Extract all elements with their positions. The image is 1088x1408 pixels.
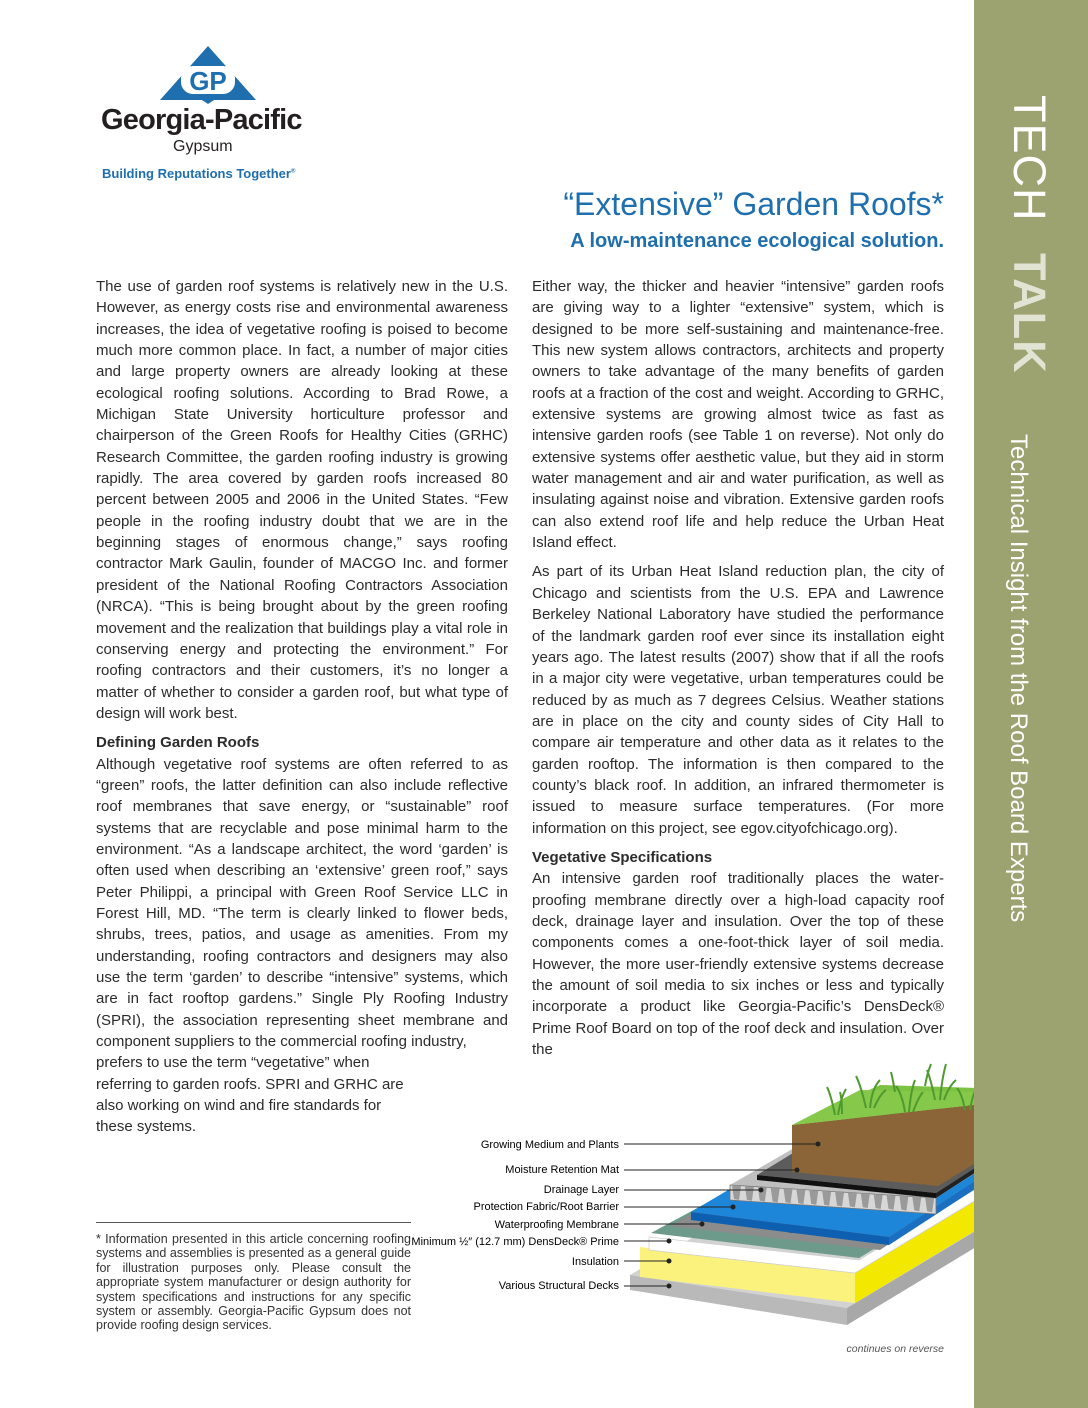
svg-text:GP: GP: [189, 66, 227, 96]
growing-medium-layer: [792, 1064, 974, 1186]
callout-densdeck: [411, 1236, 671, 1248]
vegetative-paragraph: An intensive garden roof traditionally places the water-proofing membrane directly over a high-load capacity roof deck, drainage layer and insulation. Over the top of these components comes a one-foot-thick layer of soil media. However, the more user-friendly extensive systems decrease the amount of soil media to six inches or less and typically incorporate a product like Georgia-Pacific’s DensDeck® Prime Roof Board on top of the roof deck and insulation. Over the: [532, 870, 944, 1059]
registered-mark: ®: [290, 168, 296, 175]
company-name: Georgia-Pacific: [101, 104, 302, 136]
chicago-paragraph: As part of its Urban Heat Island reduction plan, the city of Chicago and scientists from the U.S. EPA and Lawrence Berkeley National Laboratory have studied the performance of the landmark garden roof ever since its installation eight years ago. The latest results (2007) show that if all the roofs in a major city were vegetative, urban temperatures could be reduced by as much as 7 degrees Celsius. Weather stations are in place on the city and county sides of City Hall to compare air temperature and other data as it relates to the garden rooftop. The information is then compared to the county’s black roof. In addition, an infrared thermometer is issued to measure surface temperatures. (For more information on this project, see egov.cityofchicago.org).: [532, 563, 944, 837]
label-structural-decks: Various Structural Decks: [498, 1280, 619, 1292]
intro-paragraph: The use of garden roof systems is relatively new in the U.S. However, as energy costs rise and environmental awareness increases, the idea of vegetative roofing is poised to become much more common place. In fact, a number of major cities and large property owners are already looking at these ecological roofing solutions. According to Brad Rowe, a Michigan State University horticulture professor and chairperson of the Green Roofs for Healthy Cities (GRHC) Research Committee, the garden roofing industry is growing rapidly. The area covered by garden roofs increased 80 percent between 2005 and 2006 in the United States. “Few people in the roofing industry doubt that we are in the beginning stages of enormous change,” says roofing contractor Mark Gaulin, founder of MACGO Inc. and former president of the National Roofing Contractors Association (NRCA). “This is being brought about by the green roofing movement and the realization that buildings play a vital role in conserving energy and protecting the environment.” For roofing contractors and their customers, it’s no longer a matter of whether to consider a garden roof, but what type of design will work best.: [96, 278, 508, 722]
division-name: Gypsum: [173, 138, 233, 155]
page-subtitle: A low-maintenance ecological solution.: [570, 230, 944, 252]
page-title: “Extensive” Garden Roofs*: [563, 186, 944, 222]
section-heading-defining: Defining Garden Roofs: [96, 734, 260, 752]
sidebar-tech: TECH: [1004, 95, 1055, 222]
sidebar-talk: TALK: [1004, 253, 1055, 374]
footnote-divider: [96, 1222, 411, 1223]
label-waterproofing: Waterproofing Membrane: [494, 1219, 619, 1231]
section-heading-vegetative: Vegetative Specifications: [532, 848, 713, 866]
tagline-text: Building Reputations Together: [102, 166, 291, 181]
label-root-barrier: Protection Fabric/Root Barrier: [473, 1201, 619, 1213]
label-moisture-mat: Moisture Retention Mat: [505, 1164, 619, 1176]
label-drainage: Drainage Layer: [543, 1184, 619, 1196]
label-densdeck: Minimum ½″ (12.7 mm) DensDeck® Prime: [411, 1236, 619, 1248]
sidebar-tagline: Technical Insight from the Roof Board Experts: [1005, 434, 1032, 923]
defining-paragraph: Although vegetative roof systems are often referred to as “green” roofs, the latter definition can also include reflective roof membranes that save energy, or “sustainable” roof systems that are recyclable and pose minimal harm to the environment. “As a landscape architect, the word ‘garden’ is often used when describing an ‘extensive’ green roof,” says Peter Philippi, a principal with Green Roof Service LLC in Forest Hill, MD. “The term is clearly linked to flower beds, shrubs, trees, patios, and usage as amenities. From my understanding, roofing contractors and designers may also use the term ‘garden’ to describe “intensive” systems, which are in fact rooftop gardens.” Single Ply Roofing Industry (SPRI), the association representing sheet membrane and component suppliers to the commercial roofing industry,: [96, 755, 508, 1051]
continues-note: continues on reverse: [846, 1343, 944, 1355]
either-way-paragraph: Either way, the thicker and heavier “intensive” garden roofs are giving way to a lighter “extensive” system, which is designed to be more self-sustaining and maintenance-free. This new system allows contractors, architects and property owners to take advantage of the many benefits of garden roofs at a fraction of the cost and weight. According to GRHC, extensive systems are growing almost twice as fast as intensive garden roofs (see Table 1 on reverse). Not only do extensive systems offer aesthetic value, but they aid in storm water management and air and water purification, as well as insulating against noise and vibration. Extensive garden roofs can also extend roof life and help reduce the Urban Heat Island effect.: [532, 278, 944, 552]
defining-paragraph-tail: prefers to use the term “vegetative” when referring to garden roofs. SPRI and GRHC are also working on wind and fire standards for these systems.: [96, 1054, 404, 1136]
footnote: * Information presented in this article concerning roofing systems and assemblies is presented as a general guide for illustration purposes only. Please consult the appropriate system manufacturer or design authority for system specifications and instructions for any specific system or assembly. Georgia-Pacific Gypsum does not provide roofing design services.: [96, 1232, 411, 1333]
label-insulation: Insulation: [571, 1256, 619, 1268]
label-growing-medium: Growing Medium and Plants: [480, 1139, 619, 1151]
callout-growing-medium: [481, 1139, 821, 1151]
